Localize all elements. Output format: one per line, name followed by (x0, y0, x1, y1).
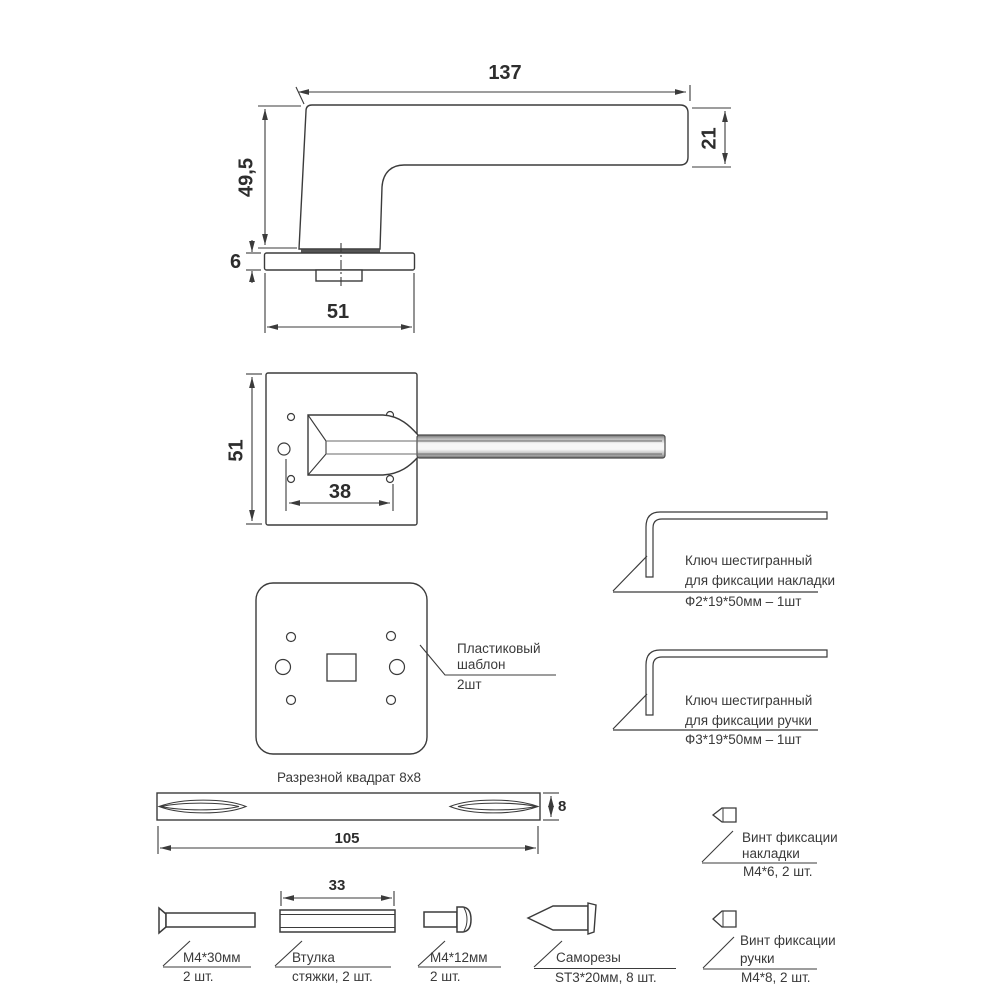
template-drawing (256, 583, 556, 754)
hex-key-handle-spec: Ф3*19*50мм – 1шт (685, 732, 802, 747)
grub-screw-shape (713, 808, 736, 822)
dim-bar-thickness-21: 21 (698, 127, 721, 150)
rosette-side (265, 253, 415, 270)
hex-key-cover-spec: Ф2*19*50мм – 1шт (685, 594, 802, 609)
lever-neck-plan (308, 415, 418, 475)
set-screw-handle-line2: ручки (740, 951, 775, 966)
screw-shaft (166, 913, 255, 927)
template-label-line2: шаблон (457, 657, 506, 672)
dim-height-49-5: 49,5 (235, 158, 258, 197)
screw-head (159, 908, 166, 933)
dim-spindle-length-105: 105 (334, 830, 360, 847)
lever-bar-plan (417, 435, 665, 458)
set-screw-handle-spec: M4*8, 2 шт. (741, 970, 811, 985)
dim-rose-width-51: 51 (326, 301, 350, 323)
handle-profile-outline (299, 105, 688, 249)
spindle-bar (157, 793, 540, 820)
hex-key-handle-line2: для фиксации ручки (685, 713, 812, 728)
rosette-tab (316, 270, 362, 281)
screw-short-qty: 2 шт. (430, 969, 461, 984)
set-screw-cover-line2: накладки (742, 846, 800, 861)
hex-key-cover-line1: Ключ шестигранный (685, 553, 813, 568)
dim-spindle-size-8: 8 (558, 798, 567, 815)
set-screw-cover-spec: M4*6, 2 шт. (743, 864, 813, 879)
screw-shaft (424, 912, 457, 927)
screw-head (457, 907, 471, 932)
dim-6-lines (246, 240, 261, 283)
sleeve-name: Втулка (292, 950, 335, 965)
screw-head (588, 903, 596, 934)
plan-view-drawing (246, 373, 665, 525)
screw-body (528, 906, 588, 930)
label-slant-line (702, 831, 733, 862)
dim-8-lines (543, 793, 559, 820)
sleeve-qty: стяжки, 2 шт. (292, 969, 373, 984)
side-view-drawing (246, 85, 731, 333)
hex-key-handle-line1: Ключ шестигранный (685, 693, 813, 708)
dim-rose-size-51: 51 (225, 439, 248, 462)
label-slant-line (703, 937, 734, 968)
template-qty: 2шт (457, 677, 482, 692)
set-screw-cover-line1: Винт фиксации (742, 830, 838, 845)
self-tapping-qty: ST3*20мм, 8 шт. (555, 970, 657, 985)
label-slant-line (613, 556, 647, 591)
hex-key-cover-line2: для фиксации накладки (685, 573, 836, 588)
screw-short-name: M4*12мм (430, 950, 488, 965)
screw-long-name: M4*30мм (183, 950, 241, 965)
dim-hole-spacing-38: 38 (328, 481, 352, 503)
dim-137-lines (296, 85, 690, 104)
label-slant-line (613, 694, 647, 729)
template-label-line1: Пластиковый (457, 641, 541, 656)
self-tapping-name: Саморезы (556, 950, 621, 965)
dim-length-137: 137 (488, 62, 522, 84)
dim-49-5-lines (258, 106, 301, 248)
spindle-title: Разрезной квадрат 8х8 (277, 770, 421, 785)
template-body (256, 583, 427, 754)
dim-rose-thickness-6: 6 (230, 251, 242, 273)
grub-screw-shape (713, 911, 736, 927)
set-screw-handle-line1: Винт фиксации (740, 933, 836, 948)
screw-long-qty: 2 шт. (183, 969, 214, 984)
dim-sleeve-33: 33 (328, 877, 346, 894)
sleeve-body (280, 910, 395, 932)
